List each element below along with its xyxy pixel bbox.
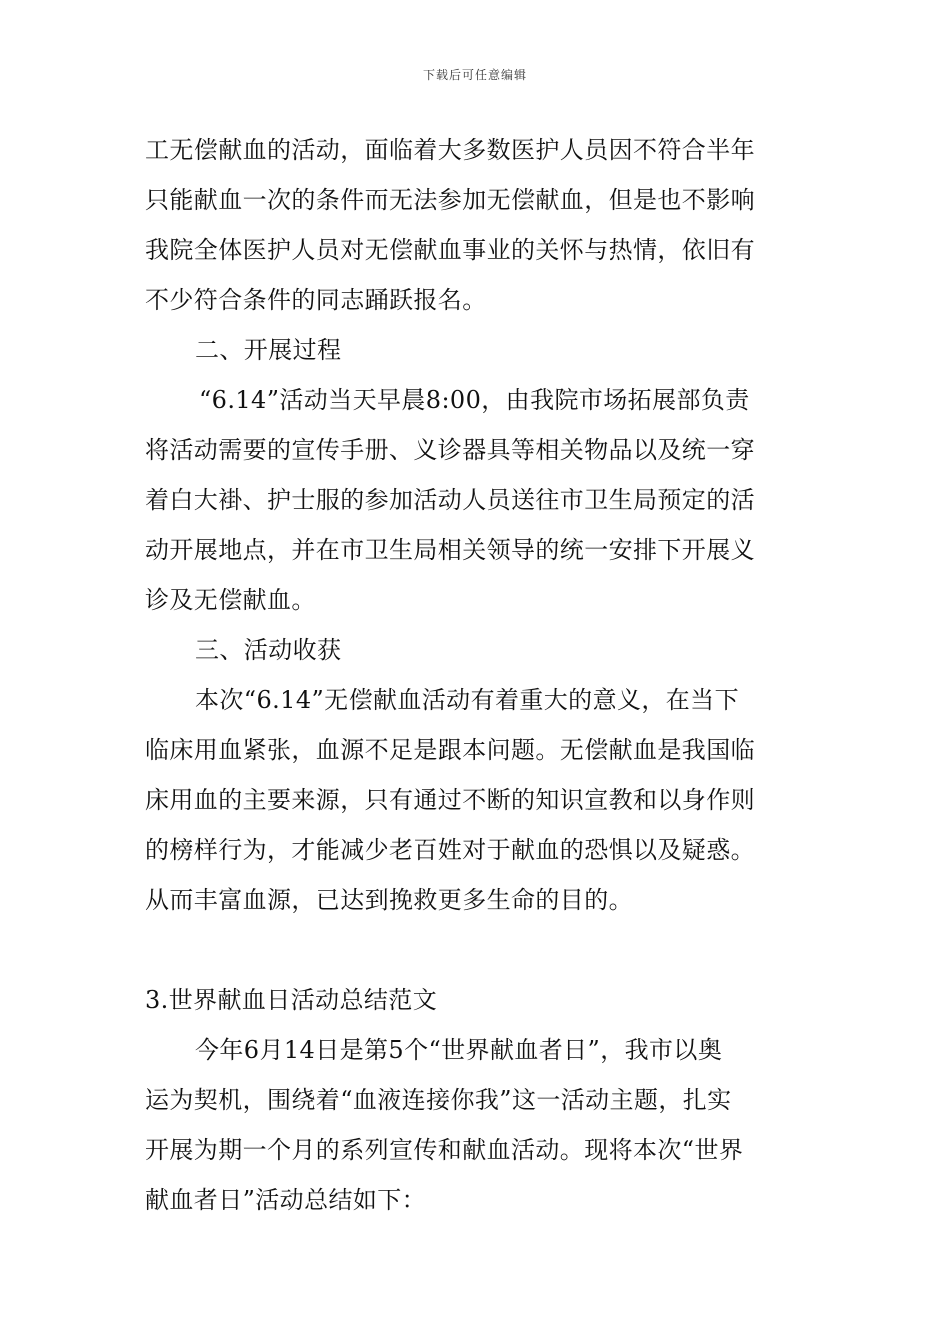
section-heading-gains: 三、活动收获 — [195, 636, 342, 664]
paragraph-line: 本次“6.14”无偿献血活动有着重大的意义，在当下 — [195, 686, 739, 714]
paragraph-line: 不少符合条件的同志踊跃报名。 — [145, 286, 487, 314]
paragraph-line: 将活动需要的宣传手册、义诊器具等相关物品以及统一穿 — [145, 436, 755, 464]
paragraph-line: 只能献血一次的条件而无法参加无偿献血，但是也不影响 — [145, 186, 755, 214]
paragraph-line: 工无偿献血的活动，面临着大多数医护人员因不符合半年 — [145, 136, 755, 164]
paragraph-line: 从而丰富血源，已达到挽救更多生命的目的。 — [145, 886, 633, 914]
paragraph-line: 诊及无偿献血。 — [145, 586, 316, 614]
paragraph-line: 献血者日”活动总结如下： — [145, 1186, 427, 1214]
page-header-note: 下载后可任意编辑 — [422, 68, 527, 82]
paragraph-line: 今年6月14日是第5个“世界献血者日”，我市以奥 — [195, 1036, 723, 1064]
paragraph-line: 运为契机，围绕着“血液连接你我”这一活动主题，扎实 — [145, 1086, 732, 1114]
paragraph-line: 的榜样行为，才能减少老百姓对于献血的恐惧以及疑惑。 — [145, 836, 755, 864]
paragraph-line: 着白大褂、护士服的参加活动人员送往市卫生局预定的活 — [145, 486, 755, 514]
section-heading-process: 二、开展过程 — [195, 336, 342, 364]
paragraph-line: “6.14”活动当天早晨8:00，由我院市场拓展部负责 — [199, 386, 750, 414]
paragraph-line: 床用血的主要来源，只有通过不断的知识宣教和以身作则 — [145, 786, 755, 814]
article-title: 3.世界献血日活动总结范文 — [145, 986, 438, 1014]
paragraph-line: 我院全体医护人员对无偿献血事业的关怀与热情，依旧有 — [145, 236, 755, 264]
paragraph-line: 开展为期一个月的系列宣传和献血活动。现将本次“世界 — [145, 1136, 744, 1164]
paragraph-line: 临床用血紧张，血源不足是跟本问题。无偿献血是我国临 — [145, 736, 755, 764]
paragraph-line: 动开展地点，并在市卫生局相关领导的统一安排下开展义 — [145, 536, 755, 564]
